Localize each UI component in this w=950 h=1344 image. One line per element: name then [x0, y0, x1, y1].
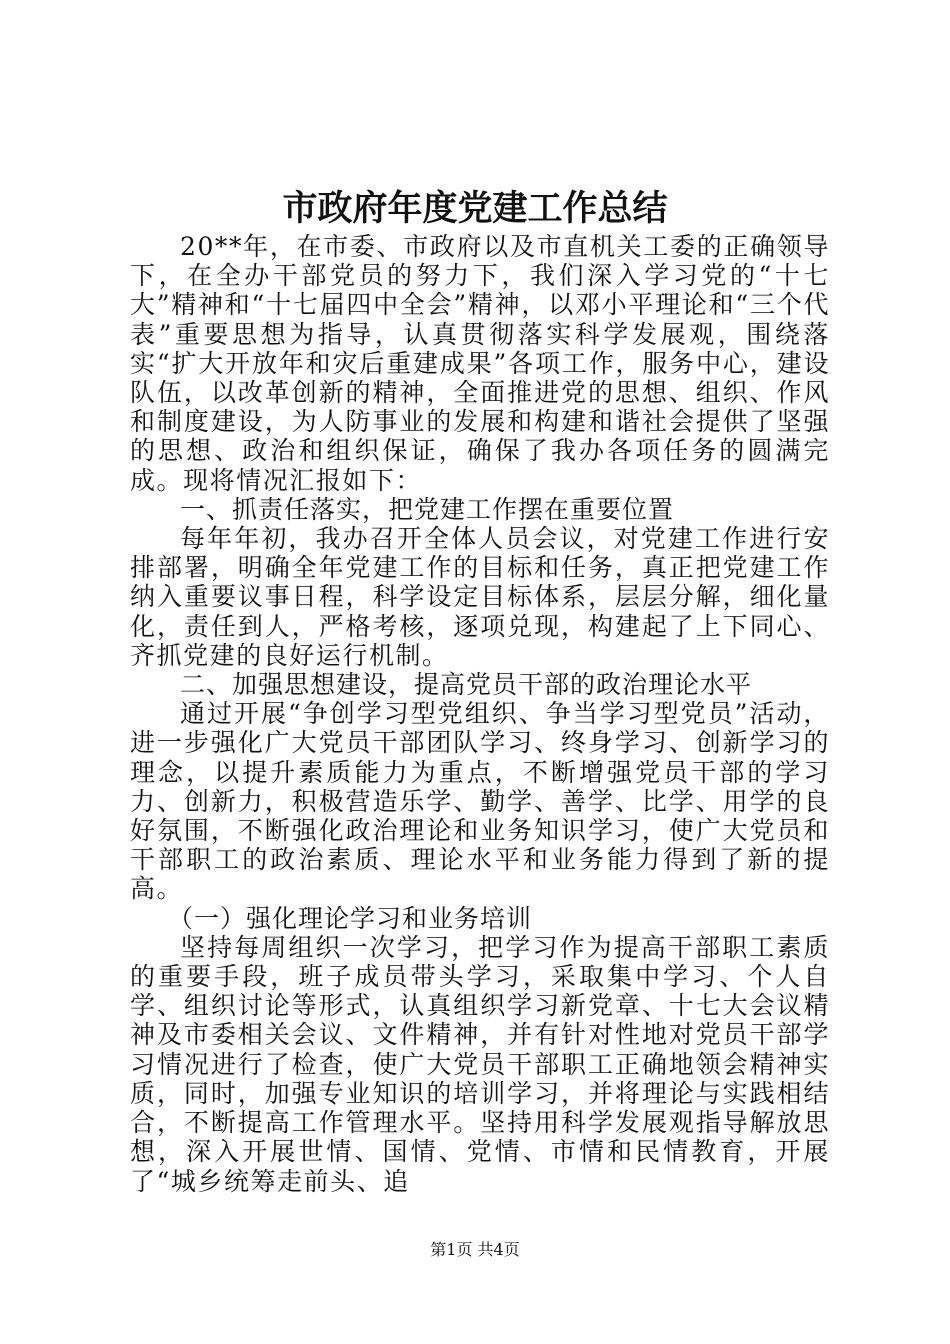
section-heading-2: 二、加强思想建设，提高党员干部的政治理论水平: [180, 670, 753, 700]
intro-paragraph: 20**年，在市委、市政府以及市直机关工委的正确领导下，在全办干部党员的努力下，我们深入学习党的“十七大”精神和“十七届四中全会”精神，以邓小平理论和“三个代表”重要思想为指导，认真贯彻落实科学发展观，围绕落实“扩大开放年和灾后重建成果”各项工作，服务中心，建设队伍，以改革创新的精神，全面推进党的思想、组织、作风和制度建设，为人防事业的发展和构建和谐社会提供了坚强的思想、政治和组织保证，确保了我办各项任务的圆满完成。现将情况汇报如下：: [130, 232, 830, 495]
section-2-paragraph: 通过开展“争创学习型党组织、争当学习型党员”活动，进一步强化广大党员干部团队学习、终身学习、创新学习的理念，以提升素质能力为重点，不断增强党员干部的学习力、创新力，积极营造乐学、勤学、善学、比学、用学的良好氛围，不断强化政治理论和业务知识学习，使广大党员和干部职工的政治素质、理论水平和业务能力得到了新的提高。: [130, 699, 830, 904]
document-title: 市政府年度党建工作总结: [282, 188, 668, 229]
section-1-paragraph: 每年年初，我办召开全体人员会议，对党建工作进行安排部署，明确全年党建工作的目标和任务，真正把党建工作纳入重要议事日程，科学设定目标体系，层层分解，细化量化，责任到人，严格考核，逐项兑现，构建起了上下同心、齐抓党建的良好运行机制。: [130, 524, 830, 670]
document-body: [130, 232, 830, 1196]
subsection-1-paragraph: 坚持每周组织一次学习，把学习作为提高干部职工素质的重要手段，班子成员带头学习，采取集中学习、个人自学、组织讨论等形式，认真组织学习新党章、十七大会议精神及市委相关会议、文件精神，并有针对性地对党员干部学习情况进行了检查，使广大党员干部职工正确地领会精神实质，同时，加强专业知识的培训学习，并将理论与实践相结合，不断提高工作管理水平。坚持用科学发展观指导解放思想，深入开展世情、国情、党情、市情和民情教育，开展了“城乡统筹走前头、追: [130, 932, 830, 1196]
page-number-footer: 第1页 共4页: [430, 1240, 520, 1259]
section-heading-1: 一、抓责任落实，把党建工作摆在重要位置: [180, 494, 675, 524]
subsection-heading-1: （一）强化理论学习和业务培训: [168, 903, 533, 933]
